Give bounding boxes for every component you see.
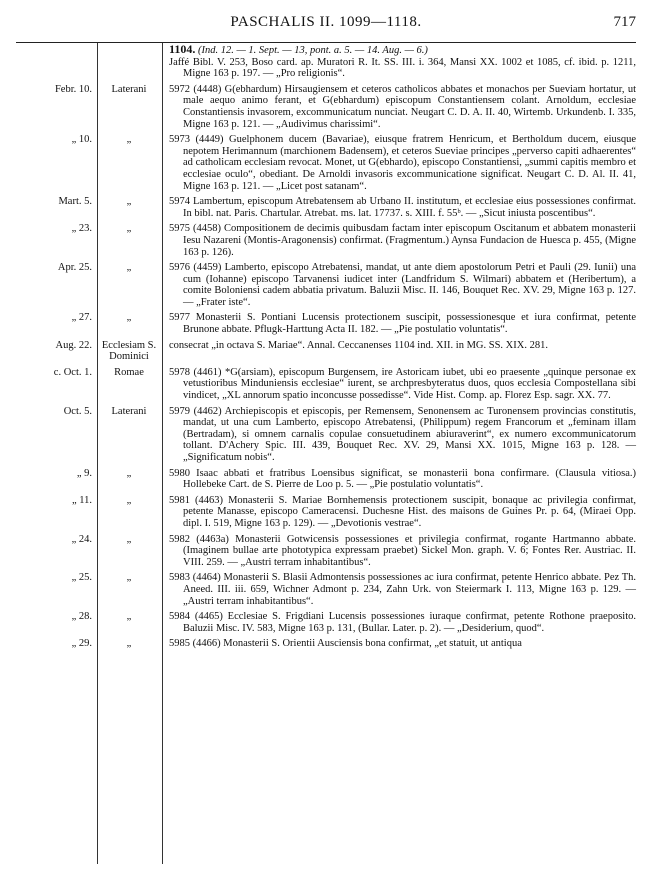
register-entry: [16, 367, 636, 402]
register-entry: [16, 611, 636, 634]
entry-date: „ 11.: [71, 494, 92, 506]
entry-place: „: [126, 533, 132, 545]
entry-text: 5977 Monasterii S. Pontiani Lucensis protectionem suscipit, possessionesque et iura confirmat, petente Brunone abbate. Pflugk-Harttung Acta II. 182. — „Pie postulatio voluntatis“.: [169, 312, 636, 336]
page-number: 717: [613, 14, 636, 30]
entry-place: „: [126, 467, 132, 479]
year-references-row: [16, 57, 636, 80]
entry-date: „ 10.: [71, 134, 92, 146]
entry-place: Laterani: [111, 405, 147, 417]
entry-date: Aug. 22.: [55, 339, 92, 351]
entry-date: „ 24.: [71, 533, 92, 545]
entry-text: 5973 (4449) Guelphonem ducem (Bavariae), eiusque fratrem Henricum, et Bertholdum ducem, eiusque nepotem Herimannum (marchionem Badensem), et ceteros Sueviae principes „perverso capiti adhaerentes“ ad catholicam ecclesiam revocat. Monet, ut G(ebhardo), episcopo Constantiensi, „summi capitis membro et ecclesiae oculo“, obediant. De Arnoldi invasoris excommunicatione significat. Neugart C. D. Al. II. 41, Migne 163 p. 121. — „Licet post satanam“.: [169, 134, 636, 192]
year-number: 1104.: [169, 42, 196, 56]
entry-text: 5975 (4458) Compositionem de decimis quibusdam factam inter episcopum Oscitanum et abbatem monasterii Iesu Nazareni (Montis-Aragonensis) confirmat. (Fragmentum.) Aynsa Fundacion de Huesca p. 455, (Migne 163 p. 126).: [169, 223, 636, 258]
register-entry: [16, 572, 636, 607]
year-heading-row: [16, 44, 636, 57]
entry-text: 5976 (4459) Lamberto, episcopo Atrebatensi, mandat, ut ante diem apostolorum Petri et Pauli (29. Iunii) una cum (Iohanne) episcopo Tarvanensi iudicet inter (Landfridum S. Wilmari) abbatem et (Heribertum), a comite Boloniensi cadem abbatia privatum. Baluzii Misc. II. 146, Bouquet Rec. XV. 29, Migne 163 p. 127. — „Frater iste“.: [169, 262, 636, 308]
entry-place: „: [126, 638, 132, 650]
register-entry: [16, 262, 636, 308]
entry-text: 5984 (4465) Ecclesiae S. Frigdiani Lucensis possessiones iuraque confirmat, petente Rothone praeposito. Baluzii Misc. IV. 583, Migne 163 p. 131, (Bullar. Later. p. 2). — „Desiderium, quod“.: [169, 611, 636, 634]
register-entry: [16, 534, 636, 569]
page-header: [16, 14, 636, 36]
entry-place: Ecclesiam S. Dominici: [101, 339, 157, 363]
register-body: [16, 44, 636, 650]
entry-text: 5982 (4463a) Monasterii Gotwicensis possessiones et privilegia confirmat, rogante Hartmanno abbate. (Imaginem bullae arte phototypica expressam praebet) Sickel Mon. graph. V. 6; Fontes Rer. Austriac. II. VIII. 259. — „Austri terram inhabitantibus“.: [169, 533, 636, 568]
entry-place: „: [126, 196, 132, 208]
entry-date: „ 29.: [71, 638, 92, 650]
entry-date: Oct. 5.: [63, 405, 92, 417]
entry-date: Febr. 10.: [54, 83, 92, 95]
entry-place: „: [126, 134, 132, 146]
entry-date: „ 25.: [71, 572, 92, 584]
register-entry: [16, 134, 636, 192]
register-entry: [16, 468, 636, 491]
entry-place: „: [126, 572, 132, 584]
year-indiction: (Ind. 12. — 1. Sept. — 13, pont. a. 5. — 14. Aug. — 6.): [197, 45, 428, 56]
entry-text: consecrat „in octava S. Mariae“. Annal. Ceccanenses 1104 ind. XII. in MG. SS. XIX. 281.: [169, 339, 548, 351]
entry-date: c. Oct. 1.: [53, 366, 92, 378]
entry-text: 5974 Lambertum, episcopum Atrebatensem ab Urbano II. institutum, et ecclesiae eius possessiones confirmat. In bibl. nat. Paris. Chartular. Atrebat. ms. lat. 17737. s. XIII. f. 55ᵇ. — „Sicut iniusta poscentibus“.: [169, 196, 636, 219]
register-entry: [16, 223, 636, 258]
entry-place: „: [126, 611, 132, 623]
register-entry: [16, 196, 636, 219]
entry-text: 5980 Isaac abbati et fratribus Loensibus significat, se monasterii bona confirmare. (Clausula vitiosa.) Hollebeke Cart. de S. Pierre de Loo p. 5. — „Pie postulatio voluntatis“.: [169, 467, 636, 491]
register-entry: [16, 638, 636, 650]
entries-list: [16, 80, 636, 650]
entry-place: „: [126, 494, 132, 506]
entry-date: Apr. 25.: [57, 262, 92, 274]
entry-place: „: [126, 223, 132, 235]
register-entry: [16, 84, 636, 130]
entry-text: 5972 (4448) G(ebhardum) Hirsaugiensem et ceteros catholicos abbates et monachos per Sueviam hortatur, ut male aequo animo ferant, et G(ebhardum) episcopum Constantiensem colant. Arnoldum, ecclesiae Constantiensis invasorem, excommunicatum nunciat. Neugart C. D. A. II. 40, Wirtemb. Urkundenb. I. 335, Migne 163 p. 121. — „Audivimus charissimi“.: [169, 83, 636, 130]
header-rule: [16, 42, 636, 43]
entry-text: 5983 (4464) Monasterii S. Blasii Admontensis possessiones ac iura confirmat, petente Henrico abbate. Pez Th. Aneed. III. iii. 659, Wichner Admont p. 234, Zahn Urk. von Steiermark I. 113, Migne 163 p. 129. — „Austri terram inhabitantibus“.: [169, 572, 636, 607]
register-entry: [16, 312, 636, 335]
entry-place: „: [126, 262, 132, 274]
entry-text: 5985 (4466) Monasterii S. Orientii Ausciensis bona confirmat, „et statuit, ut antiqua: [169, 638, 522, 650]
entry-place: Laterani: [111, 83, 147, 95]
entry-text: 5978 (4461) *G(arsiam), episcopum Burgensem, ire Astoricam iubet, ubi eo praesente „quinque personae ex vetustioribus Minduniensis ecclesiae“ iurent, se archpresbyteratus duos, quos ecclesia Compostellana sibi vindicet, „XL annorum spatio inconcusse possedisse“. Vide Hist. Comp. ap. Florez Esp. sagr. XX. 77.: [169, 366, 636, 402]
entry-date: Mart. 5.: [58, 196, 92, 208]
entry-date: „ 9.: [76, 467, 92, 479]
year-references: Jaffé Bibl. V. 253, Boso card. ap. Muratori R. It. SS. III. i. 364, Mansi XX. 1002 et 1085, cf. ibid. p. 1211, Migne 163 p. 197. — „Pro religionis“.: [169, 56, 636, 80]
entry-place: „: [126, 312, 132, 324]
running-title: PASCHALIS II. 1099—1118.: [230, 14, 422, 30]
entry-text: 5979 (4462) Archiepiscopis et episcopis, per Remensem, Senonensem ac Turonensem provincias constitutis, mandat, ut una cum Lamberto, episcopo Atrebatensi, (Philippum) regem Francorum et „feminam illam (Bertradam), si omnem carnalis copulae consuetudinem abiuraverint“, ex numero excommunicatorum tollant. D'Achery Spic. III. 439, Bouquet Rec. XV. 29, Mansi XX. 1015, Migne 163 p. 128. — „Significatum nobis“.: [169, 405, 636, 463]
entry-place: Romae: [114, 366, 144, 378]
entry-text: 5981 (4463) Monasterii S. Mariae Bornhemensis protectionem suscipit, bonaque ac privilegia confirmat, petente Manasse, episcopo Cameracensi. Duchesne Hist. des maisons de Guines Pr. p. 64, (Miraei Opp. dipl. I. 519, Migne 163 p. 129). — „Devotionis vestrae“.: [169, 494, 636, 529]
register-entry: [16, 406, 636, 464]
register-entry: [16, 495, 636, 530]
register-entry: [16, 340, 636, 363]
entry-date: „ 23.: [71, 223, 92, 235]
entry-date: „ 28.: [71, 611, 92, 623]
entry-date: „ 27.: [71, 312, 92, 324]
